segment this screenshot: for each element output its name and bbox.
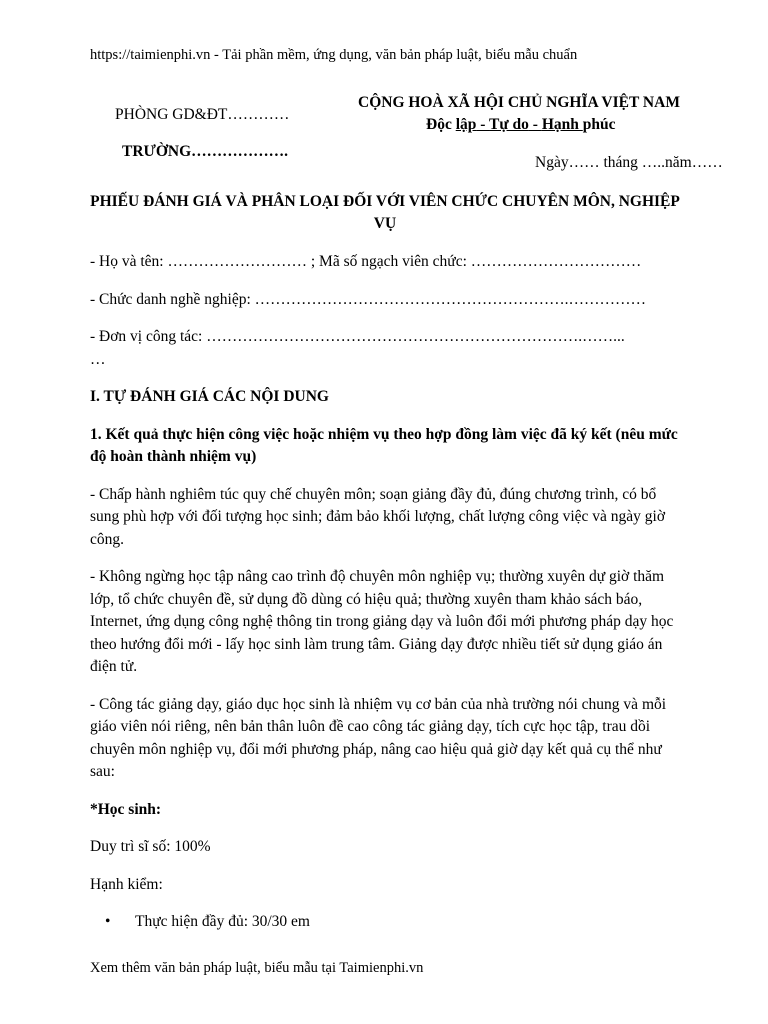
header-site-link[interactable]: https://taimienphi.vn - Tải phần mềm, ứng dụng, văn bản pháp luật, biểu mẫu chuẩn: [90, 47, 578, 63]
field-work-unit: [90, 326, 682, 371]
attendance-line: Duy trì sĩ số: 100%: [90, 838, 211, 855]
item-heading-1: 1. Kết quả thực hiện công việc hoặc nhiệm vụ theo hợp đồng làm việc đã ký kết (nêu mức độ hoàn thành nhiệm vụ): [90, 425, 678, 465]
national-title: CỘNG HOÀ XÃ HỘI CHỦ NGHĨA VIỆT NAM: [358, 94, 680, 111]
footer-link[interactable]: Xem thêm văn bản pháp luật, biểu mẫu tại Taimienphi.vn: [90, 960, 424, 976]
national-motto: [426, 116, 616, 134]
date-line: Ngày…… tháng …..năm……: [535, 154, 723, 171]
list-item-text: Thực hiện đầy đủ: 30/30 em: [135, 913, 310, 930]
section-heading-1: I. TỰ ĐÁNH GIÁ CÁC NỘI DUNG: [90, 388, 329, 405]
bullet-icon: •: [105, 913, 111, 930]
paragraph-1: - Chấp hành nghiêm túc quy chế chuyên môn; soạn giảng đầy đủ, đúng chương trình, có bổ sung phù hợp với đối tượng học sinh; đảm bảo khối lượng, chất lượng công việc và ngày giờ công.: [90, 485, 666, 548]
field-full-name: - Họ và tên: ……………………… ; Mã số ngạch viên chức: ……………………………: [90, 253, 642, 270]
field-job-title: - Chức danh nghề nghiệp: …………………………………………………….……………: [90, 290, 647, 308]
paragraph-3: - Công tác giảng dạy, giáo dục học sinh là nhiệm vụ cơ bản của nhà trường nói chung và mỗi giáo viên nói riêng, nên bản thân luôn đề cao công tác giảng dạy, tích cực học tập, trau dồi chuyên môn nghiệp vụ, đổi mới phương pháp, nâng cao hiệu quả giờ dạy kết quả cụ thể như sau:: [90, 695, 667, 780]
school-name: TRƯỜNG……………….: [122, 143, 289, 160]
motto-text: Độc lập - Tự do - Hạnh phúc: [426, 116, 616, 133]
paragraph-2: - Không ngừng học tập nâng cao trình độ chuyên môn nghiệp vụ; thường xuyên dự giờ thăm lớp, tổ chức chuyên đề, sử dụng đồ dùng có hiệu quả; thường xuyên tham khảo sách báo, Internet, ứng dụng công nghệ thông tin trong giảng dạy và luôn đổi mới phương pháp dạy học theo hướng đổi mới - lấy học sinh làm trung tâm. Giảng dạy được nhiều tiết sử dụng giáo án điện tử.: [90, 568, 674, 675]
conduct-label: Hạnh kiểm:: [90, 875, 163, 893]
field-work-unit-line2: …: [90, 350, 106, 368]
list-item: [90, 911, 682, 934]
document-title: PHIẾU ĐÁNH GIÁ VÀ PHÂN LOẠI ĐỐI VỚI VIÊN CHỨC CHUYÊN MÔN, NGHIỆP VỤ: [90, 193, 680, 232]
department-name: PHÒNG GD&ĐT…………: [115, 106, 290, 123]
conduct-list: [90, 911, 682, 934]
students-heading: *Học sinh:: [90, 800, 162, 818]
field-work-unit-line1: - Đơn vị công tác: ……………………………………………………………….……...: [90, 328, 625, 345]
document-body: [90, 251, 682, 934]
